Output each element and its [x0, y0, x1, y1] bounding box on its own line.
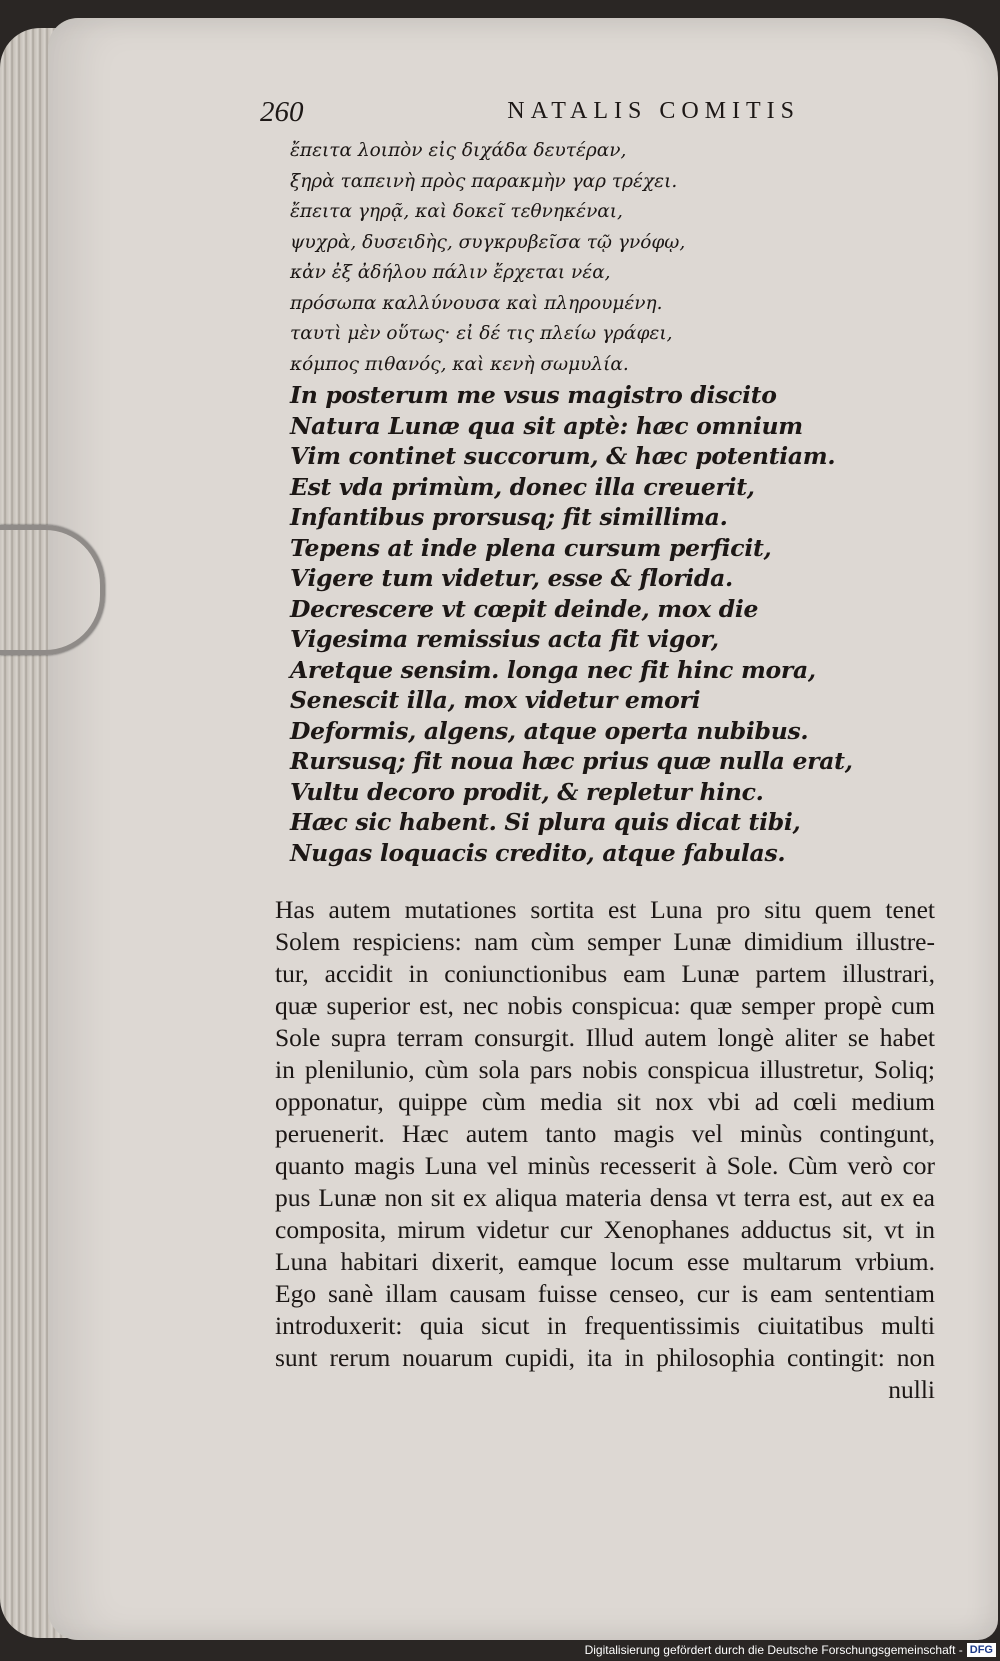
footer-credit: Digitalisierung gefördert durch die Deutsche Forschungsgemeinschaft -	[584, 1643, 963, 1657]
greek-verse-line: ψυχρὰ, δυσειδὴς, συγκρυβεῖσα τῷ γνόφῳ,	[290, 231, 686, 253]
prose-line: introduxerit: quia sicut in frequentissimis ciuitatibus multi	[275, 1311, 935, 1340]
prose-line: composita, mirum videtur cur Xenophanes adductus sit, vt in	[275, 1215, 935, 1244]
latin-verse-line: Infantibus prorsusq; fit simillima.	[290, 503, 728, 531]
latin-verse-line: Nugas loquacis credito, atque fabulas.	[290, 838, 786, 867]
prose-line: in plenilunio, cùm sola pars nobis conspicua illustretur, Soliq;	[275, 1055, 935, 1084]
latin-verse-line: Est vda primùm, donec illa creuerit,	[290, 472, 755, 501]
latin-verse-line: Decrescere vt cœpit deinde, mox die	[290, 594, 759, 623]
prose-line: Ego sanè illam causam fuisse censeo, cur is eam sententiam	[275, 1279, 935, 1308]
prose-line: tur, accidit in coniunctionibus eam Lunæ partem illustrari,	[275, 959, 935, 988]
latin-verse-line: Hæc sic habent. Si plura quis dicat tibi,	[290, 808, 801, 836]
digitization-footer	[585, 1641, 996, 1659]
prose-line: peruenerit. Hæc autem tanto magis vel minùs contingunt,	[275, 1119, 935, 1148]
prose-line: Solem respiciens: nam cùm semper Lunæ dimidium illustre-	[275, 927, 935, 956]
latin-verse-line: Vigesima remissius acta fit vigor,	[290, 625, 719, 653]
catchword: nulli	[888, 1375, 935, 1404]
greek-verse-line: ξηρὰ ταπεινὴ πρὸς παρακμὴν γαρ τρέχει.	[290, 170, 678, 192]
greek-verse-line: πρόσωπα καλλύνουσα καὶ πληρουμένη.	[290, 292, 663, 314]
latin-verse-line: Senescit illa, mox videtur emori	[290, 686, 701, 714]
prose-line: Luna habitari dixerit, eamque locum esse multarum vrbium.	[275, 1247, 935, 1276]
greek-verse-line: κἀν ἐξ ἀδήλου πάλιν ἔρχεται νέα,	[290, 262, 611, 283]
latin-verse-line: In posterum me vsus magistro discito	[290, 381, 777, 409]
verse-block	[290, 136, 853, 868]
prose-line: quæ superior est, nec nobis conspicua: quæ semper propè cum	[275, 991, 935, 1020]
prose-line: Has autem mutationes sortita est Luna pro situ quem tenet	[275, 895, 935, 924]
prose-line: opponatur, quippe cùm media sit nox vbi ad cœli medium	[275, 1087, 935, 1116]
prose-line: Sole supra terram consurgit. Illud autem longè aliter se habet	[275, 1023, 935, 1052]
prose-block	[275, 894, 935, 1406]
dfg-logo[interactable]: DFG	[967, 1643, 996, 1657]
greek-verse-line: κόμπος πιθανός, καὶ κενὴ σωμυλία.	[290, 353, 629, 375]
page-header	[260, 96, 800, 136]
latin-verse-line: Tepens at inde plena cursum perficit,	[290, 533, 772, 562]
greek-verse-line: ἔπειτα γηρᾷ, καὶ δοκεῖ τεθνηκέναι,	[290, 201, 623, 222]
prose-line: quanto magis Luna vel minùs recesserit à Sole. Cùm verò cor	[275, 1151, 935, 1180]
prose-line: sunt rerum nouarum cupidi, ita in philosophia contingit: non	[275, 1343, 935, 1372]
page-number: 260	[260, 96, 304, 128]
greek-verse-line: ἔπειτα λοιπὸν εἰς διχάδα δευτέραν,	[290, 140, 627, 161]
latin-verse-line: Vigere tum videtur, esse & florida.	[290, 564, 733, 592]
latin-verse-line: Deformis, algens, atque operta nubibus.	[290, 716, 809, 745]
latin-verse-line: Rursusq; fit noua hæc prius quæ nulla erat,	[290, 747, 853, 775]
latin-verse-line: Aretque sensim. longa nec fit hinc mora,	[290, 655, 816, 684]
page-clip	[0, 525, 105, 655]
prose-line: pus Lunæ non sit ex aliqua materia densa vt terra est, aut ex ea	[275, 1183, 935, 1212]
running-head: NATALIS COMITIS	[507, 98, 800, 124]
greek-verse-line: ταυτὶ μὲν οὕτως· εἰ δέ τις πλείω γράφει,	[290, 323, 673, 344]
latin-verse-line: Natura Lunæ qua sit aptè: hæc omnium	[290, 411, 803, 440]
latin-verse-line: Vim continet succorum, & hæc potentiam.	[290, 442, 836, 470]
latin-verse-line: Vultu decoro prodit, & repletur hinc.	[290, 777, 764, 806]
